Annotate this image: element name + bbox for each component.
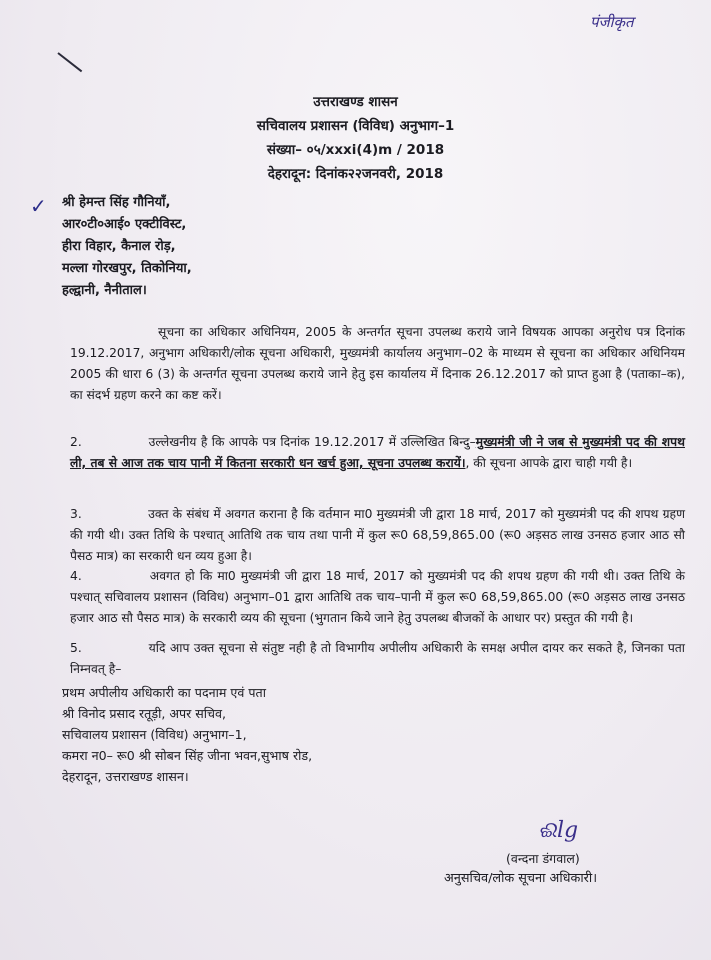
paragraph-number: 5. <box>70 641 82 655</box>
paragraph-3-text: उक्त के संबंध में अवगत कराना है कि वर्तमान मा0 मुख्यमंत्री जी द्वारा 18 मार्च, 2017 को मुख्यमंत्री पद की शपथ ग्रहण की गयी थी। उक्त तिथि के पश्चात् आतिथि तक चाय तथा पानी में कुल रू0 68,59,865.00 (रू0 अड़सठ लाख उनसठ हजार आठ सौ पैसठ मात्र) का सरकारी धन व्यय हुआ है। <box>70 507 685 563</box>
corner-handwritten-note: पंजीकृत <box>590 13 634 31</box>
address-line: हीरा विहार, कैनाल रोड़, <box>62 239 176 254</box>
paragraph-4-text: अवगत हो कि मा0 मुख्यमंत्री जी द्वारा 18 मार्च, 2017 को मुख्यमंत्री पद की शपथ ग्रहण की गयी थी। उक्त तिथि के पश्चात् सचिवालय प्रशासन (विविध) अनुभाग–01 द्वारा आतिथि तक चाय–पानी में कुल रू0 68,59,865.00 (रू0 अड़सठ लाख उनसठ हजार आठ सौ पैसठ मात्र) के सरकारी व्यय की सूचना (भुगतान किये जाने हेतु उपलब्ध बीजकों के आधार पर) प्रस्तुत की गयी है। <box>70 569 685 625</box>
address-line: मल्ला गोरखपुर, तिकोनिया, <box>62 261 192 276</box>
header-reference-number: संख्या– ०५/xxxi(4)m / 2018 <box>266 142 445 158</box>
appeal-room-address: कमरा न0– रू0 श्री सोबन सिंह जीना भवन,सुभाष रोड, <box>62 748 313 763</box>
signature-scribble: ଈlg <box>538 818 579 843</box>
tick-mark-icon: ✓ <box>30 194 47 218</box>
paragraph-5-text: यदि आप उक्त सूचना से संतुष्ट नही है तो विभागीय अपीलीय अधिकारी के समक्ष अपील दायर कर सकते है, जिनका पता निम्नवत् है– <box>70 641 685 676</box>
paragraph-number: 3. <box>70 507 82 521</box>
address-line: हल्द्वानी, नैनीताल। <box>62 283 147 298</box>
paragraph-4 <box>70 566 685 629</box>
signatory-name: (वन्दना डंगवाल) <box>506 851 580 866</box>
paragraph-number: 2. <box>70 435 82 449</box>
paragraph-1: सूचना का अधिकार अधिनियम, 2005 के अन्तर्गत सूचना उपलब्ध कराये जाने विषयक आपका अनुरोध पत्र दिनांक 19.12.2017, अनुभाग अधिकारी/लोक सूचना अधिकारी, मुख्यमंत्री कार्यालय अनुभाग–02 के माध्यम से सूचना का अधिकार अधिनियम 2005 की धारा 6 (3) के अन्तर्गत सूचना उपलब्ध कराये जाने हेतु इस कार्यालय में दिनाक 26.12.2017 को प्राप्त हुआ है (पताका–क), का संदर्भ ग्रहण करने का कष्ट करें। <box>70 325 685 402</box>
paragraph-2 <box>70 432 685 474</box>
header-government: उत्तराखण्ड शासन <box>313 94 398 110</box>
paragraph-number: 4. <box>70 569 82 583</box>
appeal-heading: प्रथम अपीलीय अधिकारी का पदनाम एवं पता <box>62 685 266 700</box>
appeal-officer-name: श्री विनोद प्रसाद रतूड़ी, अपर सचिव, <box>62 706 227 721</box>
header-date: देहरादून: दिनांक२२जनवरी, 2018 <box>267 166 444 182</box>
address-line: श्री हेमन्त सिंह गौनियाँ, <box>62 195 171 210</box>
pen-mark <box>57 52 82 72</box>
address-line: आर०टी०आई० एक्टीविस्ट, <box>62 217 187 232</box>
appeal-city: देहरादून, उत्तराखण्ड शासन। <box>62 769 189 784</box>
paragraph-3 <box>70 504 685 567</box>
paragraph-2-underlined-query: मुख्यमंत्री जी ने जब से मुख्यमंत्री पद की शपथ ली, तब से आज तक चाय पानी में कितना सरकारी धन खर्च हुआ, सूचना उपलब्ध करायें। <box>70 435 685 470</box>
paragraph-5 <box>70 638 685 680</box>
paragraph-2-intro: उल्लेखनीय है कि आपके पत्र दिनांक 19.12.2017 में उल्लिखित बिन्दु– <box>148 435 476 449</box>
paragraph-2-end: , की सूचना आपके द्वारा चाही गयी है। <box>465 456 633 470</box>
appeal-department: सचिवालय प्रशासन (विविध) अनुभाग–1, <box>62 727 247 742</box>
signatory-designation: अनुसचिव/लोक सूचना अधिकारी। <box>444 871 598 886</box>
header-department: सचिवालय प्रशासन (विविध) अनुभाग–1 <box>256 118 455 134</box>
